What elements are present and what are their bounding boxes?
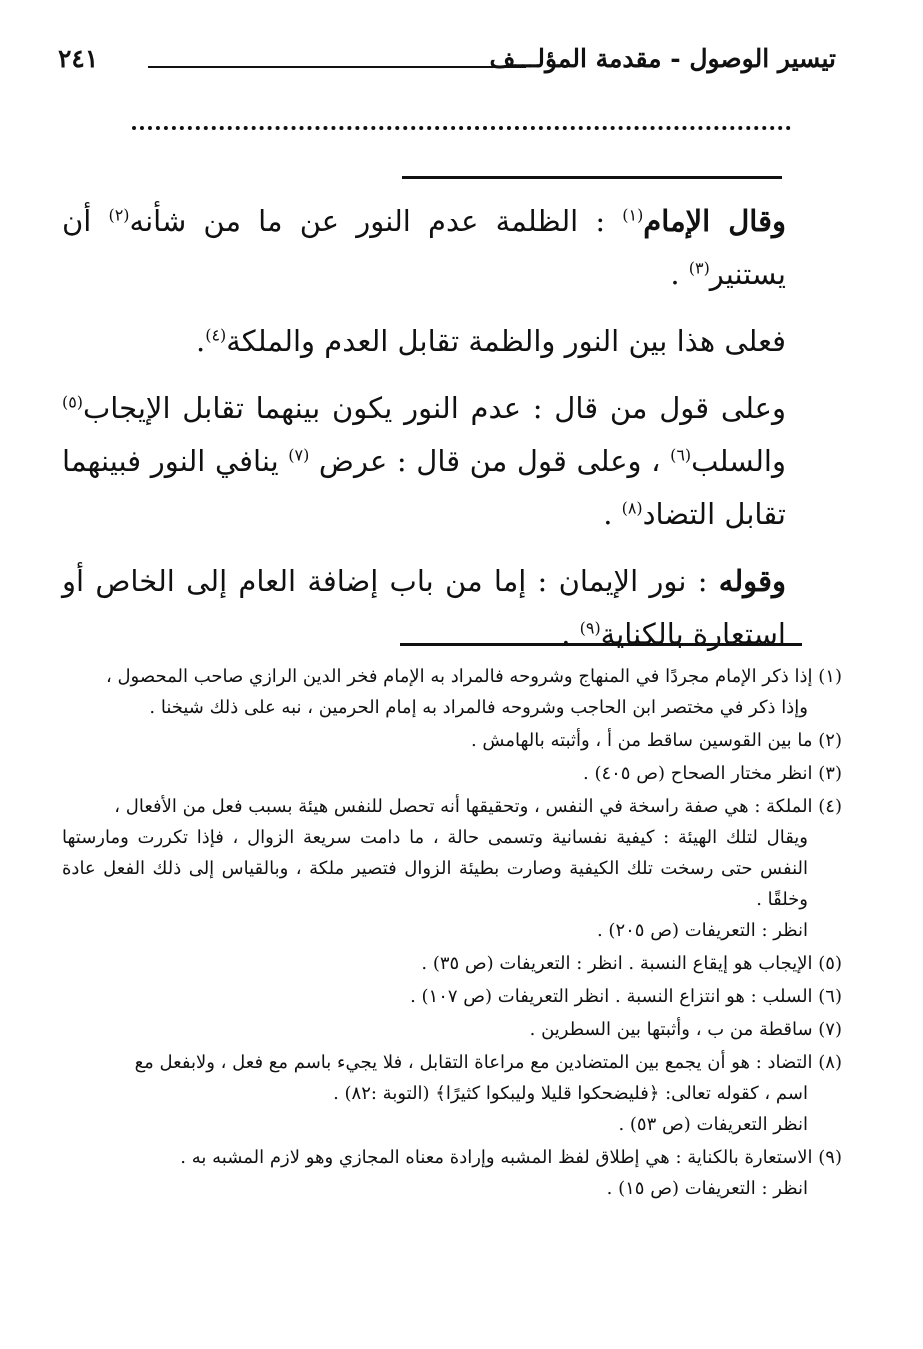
page-number: ٢٤١ [58,44,99,73]
footnote-text: (٢) ما بين القوسين ساقط من أ ، وأثبته بالهامش . [470,730,842,751]
footnote-7 [62,1014,842,1045]
paragraph-imam [62,195,834,301]
paragraph-text: . [561,617,580,651]
section-rule [402,176,782,179]
footnote-ref: (٣) [688,258,710,278]
lead-word: وقوله [718,564,786,598]
dotted-separator [132,126,791,130]
lead-word: وقال الإمام [643,204,786,238]
footnote-text: (٣) انظر مختار الصحاح (ص ٤٠٥) . [583,763,842,784]
footnote-2 [62,725,842,756]
footnote-text: (٤) الملكة : هي صفة راسخة في النفس ، وتحقيقها أنه تحصل للنفس هيئة بسبب فعل من الأفعال ، [114,796,842,817]
footnote-3 [62,758,842,789]
paragraph-text: . [603,497,622,531]
footnote-8 [62,1047,842,1140]
footnote-ref: (٩) [579,618,601,638]
footnotes [62,661,842,1206]
footnote-9 [62,1142,842,1204]
footnote-6 [62,981,842,1012]
paragraph-text: والسلب [691,444,786,478]
paragraph-text: فعلى هذا بين النور والظمة تقابل العدم والملكة [226,324,786,358]
footnote-text: (٨) التضاد : هو أن يجمع بين المتضادين مع مراعاة التقابل ، فلا يجيء باسم مع فعل ، ولابفعل مع [134,1052,842,1073]
footnote-text: (٩) الاستعارة بالكناية : هي إطلاق لفظ المشبه وإرادة معناه المجازي وهو لازم المشبه به . [180,1147,842,1168]
main-text [62,195,834,675]
footnote-text: (٦) السلب : هو انتزاع النسبة . انظر التعريفات (ص ١٠٧) . [410,986,842,1007]
footnote-reference: انظر : التعريفات (ص ٢٠٥) . [596,920,808,941]
paragraph-text: . [196,324,206,358]
footnote-ref: (٥) [62,392,83,412]
footnote-continuation: ويقال لتلك الهيئة : كيفية نفسانية وتسمى حالة ، ما دامت سريعة الزوال ، فإذا تكررت ومارستها النفس حتى رسخت تلك الكيفية وصارت بطيئة الزوال فتصير ملكة ، وبالقياس إلى ذلك الفعل عادة وخلقًا . [62,827,808,910]
footnote-text: (١) إذا ذكر الإمام مجردًا في المنهاج وشروحه فالمراد به الإمام فخر الدين الرازي صاحب المحصول ، [105,666,842,687]
paragraph-conclusion [62,315,834,368]
footnote-separator [400,643,802,646]
header-rule [148,66,526,68]
footnote-ref: (٨) [621,498,643,518]
footnote-ref: (٧) [288,445,310,465]
paragraph-text: . [670,257,689,291]
paragraph-text: ، وعلى قول من قال : عرض [309,444,671,478]
footnote-ref: (١) [622,205,644,225]
running-title: تيسير الوصول - مقدمة المؤلـــف [489,44,836,73]
footnote-ref: (٤) [205,325,227,345]
paragraph-text: أن يستنير [62,204,786,291]
footnote-continuation: اسم ، كقوله تعالى: ﴿فليضحكوا قليلا وليبكوا كثيرًا﴾ (التوبة :٨٢) . [333,1083,808,1104]
paragraph-opinions [62,382,834,541]
footnote-1 [62,661,842,723]
footnote-text: (٧) ساقطة من ب ، وأثبتها بين السطرين . [529,1019,842,1040]
paragraph-text: : نور الإيمان : إما من باب إضافة العام إلى الخاص أو استعارة بالكناية [62,564,786,651]
footnote-ref: (٢) [108,205,130,225]
footnote-reference: انظر : التعريفات (ص ١٥) . [606,1178,808,1199]
footnote-5 [62,948,842,979]
footnote-4 [62,791,842,946]
paragraph-text: ينافي النور فبينهما تقابل التضاد [62,444,786,531]
page-header [58,44,836,84]
footnote-continuation: وإذا ذكر في مختصر ابن الحاجب وشروحه فالمراد به إمام الحرمين ، نبه على ذلك شيخنا . [149,697,808,718]
paragraph-text: وعلى قول من قال : عدم النور يكون بينهما تقابل الإيجاب [83,391,786,425]
paragraph-text: : الظلمة عدم النور عن ما من شأنه [129,204,623,238]
footnote-reference: انظر التعريفات (ص ٥٣) . [618,1114,808,1135]
footnote-ref: (٦) [670,445,692,465]
footnote-text: (٥) الإيجاب هو إيقاع النسبة . انظر : التعريفات (ص ٣٥) . [421,953,842,974]
